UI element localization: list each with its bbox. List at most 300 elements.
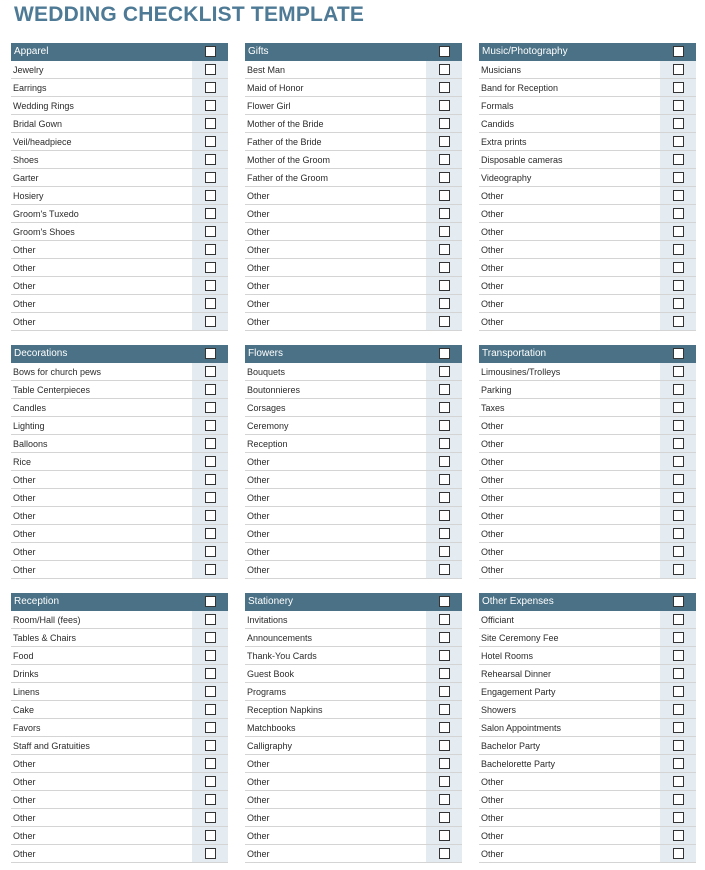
- checklist-row: [245, 611, 462, 629]
- item-label: Other: [481, 848, 504, 859]
- item-checkbox[interactable]: [439, 384, 450, 395]
- checklist-row: [245, 647, 462, 665]
- item-checkbox[interactable]: [673, 830, 684, 841]
- item-label: Other: [13, 528, 36, 539]
- section-checkbox[interactable]: [439, 348, 450, 359]
- item-checkbox[interactable]: [439, 244, 450, 255]
- item-label: Other: [13, 848, 36, 859]
- checklist-row: [245, 827, 462, 845]
- checklist-row: [11, 61, 228, 79]
- item-label: Taxes: [481, 402, 505, 413]
- section-checkbox[interactable]: [439, 596, 450, 607]
- section-music-photography: [479, 43, 696, 331]
- item-checkbox[interactable]: [439, 758, 450, 769]
- checklist-row: [11, 683, 228, 701]
- checklist-row: [11, 381, 228, 399]
- item-checkbox[interactable]: [205, 316, 216, 327]
- item-checkbox[interactable]: [673, 564, 684, 575]
- checklist-row: [479, 97, 696, 115]
- item-checkbox[interactable]: [205, 118, 216, 129]
- item-label: Salon Appointments: [481, 722, 562, 733]
- item-checkbox[interactable]: [673, 704, 684, 715]
- item-checkbox[interactable]: [673, 366, 684, 377]
- item-label: Showers: [481, 704, 517, 715]
- checklist-row: [11, 701, 228, 719]
- section-checkbox[interactable]: [673, 348, 684, 359]
- item-label: Other: [247, 298, 270, 309]
- item-checkbox[interactable]: [439, 632, 450, 643]
- checklist-row: [11, 241, 228, 259]
- item-label: Other: [247, 244, 270, 255]
- checklist-row: [11, 827, 228, 845]
- section-title: Gifts: [248, 46, 269, 57]
- item-label: Reception: [247, 438, 288, 449]
- item-label: Extra prints: [481, 136, 527, 147]
- item-label: Mother of the Groom: [247, 154, 331, 165]
- item-checkbox[interactable]: [673, 402, 684, 413]
- section-header: [479, 345, 696, 363]
- item-checkbox[interactable]: [673, 528, 684, 539]
- checklist-row: [11, 313, 228, 331]
- item-checkbox[interactable]: [673, 262, 684, 273]
- item-label: Other: [247, 280, 270, 291]
- section-header: [11, 593, 228, 611]
- item-checkbox[interactable]: [673, 492, 684, 503]
- checklist-row: [245, 313, 462, 331]
- item-label: Other: [481, 546, 504, 557]
- item-label: Other: [247, 794, 270, 805]
- item-label: Other: [13, 546, 36, 557]
- checklist-row: [479, 737, 696, 755]
- item-checkbox[interactable]: [205, 776, 216, 787]
- checklist-row: [11, 151, 228, 169]
- item-label: Other: [247, 190, 270, 201]
- checklist-row: [479, 241, 696, 259]
- item-checkbox[interactable]: [673, 82, 684, 93]
- item-checkbox[interactable]: [205, 794, 216, 805]
- item-checkbox[interactable]: [205, 136, 216, 147]
- item-checkbox[interactable]: [673, 632, 684, 643]
- item-checkbox[interactable]: [673, 510, 684, 521]
- item-checkbox[interactable]: [673, 740, 684, 751]
- item-checkbox[interactable]: [439, 686, 450, 697]
- item-checkbox[interactable]: [205, 172, 216, 183]
- item-checkbox[interactable]: [673, 244, 684, 255]
- checklist-row: [479, 845, 696, 863]
- item-checkbox[interactable]: [439, 118, 450, 129]
- item-checkbox[interactable]: [205, 244, 216, 255]
- checklist-row: [479, 399, 696, 417]
- item-label: Musicians: [481, 64, 522, 75]
- checklist-row: [245, 187, 462, 205]
- item-checkbox[interactable]: [439, 82, 450, 93]
- item-label: Wedding Rings: [13, 100, 74, 111]
- item-checkbox[interactable]: [673, 316, 684, 327]
- checklist-row: [479, 507, 696, 525]
- item-checkbox[interactable]: [439, 776, 450, 787]
- item-checkbox[interactable]: [673, 794, 684, 805]
- item-checkbox[interactable]: [205, 226, 216, 237]
- checklist-row: [479, 169, 696, 187]
- checklist-row: [245, 79, 462, 97]
- section-checkbox[interactable]: [205, 348, 216, 359]
- item-label: Candids: [481, 118, 515, 129]
- item-label: Other: [247, 456, 270, 467]
- section-transportation: [479, 345, 696, 579]
- item-label: Other: [247, 316, 270, 327]
- item-label: Other: [13, 510, 36, 521]
- item-label: Other: [13, 794, 36, 805]
- item-checkbox[interactable]: [205, 528, 216, 539]
- item-checkbox[interactable]: [439, 100, 450, 111]
- checklist-row: [245, 737, 462, 755]
- item-checkbox[interactable]: [673, 758, 684, 769]
- section-header: [479, 43, 696, 61]
- checklist-row: [479, 701, 696, 719]
- item-label: Formals: [481, 100, 514, 111]
- checklist-row: [479, 827, 696, 845]
- item-checkbox[interactable]: [205, 82, 216, 93]
- item-checkbox[interactable]: [205, 262, 216, 273]
- checklist-row: [479, 363, 696, 381]
- item-checkbox[interactable]: [439, 740, 450, 751]
- checklist-row: [245, 277, 462, 295]
- item-checkbox[interactable]: [439, 190, 450, 201]
- item-label: Hosiery: [13, 190, 44, 201]
- checklist-row: [11, 133, 228, 151]
- checklist-row: [479, 809, 696, 827]
- item-checkbox[interactable]: [205, 100, 216, 111]
- item-label: Bachelorette Party: [481, 758, 556, 769]
- item-checkbox[interactable]: [205, 812, 216, 823]
- item-checkbox[interactable]: [673, 668, 684, 679]
- section-title: Music/Photography: [482, 46, 568, 57]
- checklist-row: [479, 471, 696, 489]
- checklist-row: [11, 737, 228, 755]
- item-label: Disposable cameras: [481, 154, 563, 165]
- section-title: Apparel: [14, 46, 49, 57]
- section-checkbox[interactable]: [673, 46, 684, 57]
- item-checkbox[interactable]: [673, 546, 684, 557]
- item-checkbox[interactable]: [439, 298, 450, 309]
- item-label: Other: [13, 244, 36, 255]
- item-checkbox[interactable]: [673, 172, 684, 183]
- checklist-row: [479, 381, 696, 399]
- item-checkbox[interactable]: [673, 686, 684, 697]
- item-label: Other: [481, 564, 504, 575]
- item-label: Linens: [13, 686, 40, 697]
- item-label: Garter: [13, 172, 39, 183]
- item-checkbox[interactable]: [205, 740, 216, 751]
- item-checkbox[interactable]: [205, 686, 216, 697]
- item-label: Other: [481, 226, 504, 237]
- item-checkbox[interactable]: [673, 474, 684, 485]
- item-checkbox[interactable]: [439, 704, 450, 715]
- item-checkbox[interactable]: [439, 492, 450, 503]
- item-label: Site Ceremony Fee: [481, 632, 559, 643]
- item-checkbox[interactable]: [205, 420, 216, 431]
- item-label: Tables & Chairs: [13, 632, 77, 643]
- checklist-row: [245, 791, 462, 809]
- item-label: Favors: [13, 722, 41, 733]
- item-checkbox[interactable]: [673, 280, 684, 291]
- checklist-row: [479, 755, 696, 773]
- checklist-row: [11, 205, 228, 223]
- item-checkbox[interactable]: [205, 64, 216, 75]
- checklist-row: [11, 845, 228, 863]
- item-checkbox[interactable]: [673, 650, 684, 661]
- section-header: [245, 43, 462, 61]
- checklist-row: [11, 435, 228, 453]
- section-checkbox[interactable]: [439, 46, 450, 57]
- section-title: Other Expenses: [482, 596, 554, 607]
- item-checkbox[interactable]: [205, 546, 216, 557]
- item-checkbox[interactable]: [439, 226, 450, 237]
- checklist-row: [479, 187, 696, 205]
- item-checkbox[interactable]: [673, 136, 684, 147]
- item-checkbox[interactable]: [439, 848, 450, 859]
- item-checkbox[interactable]: [673, 456, 684, 467]
- page-title: WEDDING CHECKLIST TEMPLATE: [14, 3, 365, 26]
- item-checkbox[interactable]: [205, 722, 216, 733]
- checklist-row: [245, 701, 462, 719]
- item-label: Other: [247, 546, 270, 557]
- item-checkbox[interactable]: [205, 402, 216, 413]
- checklist-row: [479, 683, 696, 701]
- item-checkbox[interactable]: [439, 650, 450, 661]
- item-label: Ceremony: [247, 420, 289, 431]
- item-checkbox[interactable]: [439, 528, 450, 539]
- checklist-row: [479, 453, 696, 471]
- item-checkbox[interactable]: [205, 280, 216, 291]
- item-checkbox[interactable]: [439, 456, 450, 467]
- checklist-row: [245, 115, 462, 133]
- checklist-row: [245, 259, 462, 277]
- item-checkbox[interactable]: [673, 226, 684, 237]
- checklist-row: [245, 453, 462, 471]
- item-checkbox[interactable]: [439, 564, 450, 575]
- item-checkbox[interactable]: [205, 438, 216, 449]
- item-checkbox[interactable]: [205, 668, 216, 679]
- item-checkbox[interactable]: [439, 546, 450, 557]
- checklist-row: [479, 791, 696, 809]
- item-checkbox[interactable]: [673, 298, 684, 309]
- item-checkbox[interactable]: [439, 280, 450, 291]
- item-checkbox[interactable]: [205, 758, 216, 769]
- checklist-row: [11, 507, 228, 525]
- checklist-row: [245, 241, 462, 259]
- item-label: Other: [13, 492, 36, 503]
- item-checkbox[interactable]: [205, 830, 216, 841]
- item-checkbox[interactable]: [673, 420, 684, 431]
- item-checkbox[interactable]: [439, 722, 450, 733]
- item-label: Other: [247, 776, 270, 787]
- section-apparel: [11, 43, 228, 331]
- item-checkbox[interactable]: [205, 614, 216, 625]
- checklist-row: [245, 381, 462, 399]
- item-label: Other: [247, 208, 270, 219]
- checklist-row: [11, 169, 228, 187]
- item-checkbox[interactable]: [439, 420, 450, 431]
- item-checkbox[interactable]: [205, 190, 216, 201]
- item-checkbox[interactable]: [205, 632, 216, 643]
- item-checkbox[interactable]: [205, 298, 216, 309]
- item-checkbox[interactable]: [439, 136, 450, 147]
- item-label: Other: [481, 280, 504, 291]
- item-checkbox[interactable]: [673, 848, 684, 859]
- item-label: Officiant: [481, 614, 514, 625]
- item-checkbox[interactable]: [439, 154, 450, 165]
- item-label: Other: [247, 830, 270, 841]
- item-label: Bows for church pews: [13, 366, 102, 377]
- checklist-row: [11, 399, 228, 417]
- item-checkbox[interactable]: [439, 172, 450, 183]
- item-label: Rice: [13, 456, 32, 467]
- checklist-row: [479, 435, 696, 453]
- item-checkbox[interactable]: [205, 492, 216, 503]
- checklist-row: [245, 543, 462, 561]
- checklist-row: [479, 665, 696, 683]
- checklist-row: [479, 561, 696, 579]
- item-label: Corsages: [247, 402, 286, 413]
- item-checkbox[interactable]: [439, 614, 450, 625]
- checklist-row: [479, 719, 696, 737]
- item-checkbox[interactable]: [439, 402, 450, 413]
- checklist-row: [11, 453, 228, 471]
- item-checkbox[interactable]: [205, 650, 216, 661]
- item-checkbox[interactable]: [439, 366, 450, 377]
- checklist-row: [11, 79, 228, 97]
- item-checkbox[interactable]: [673, 776, 684, 787]
- item-label: Other: [13, 280, 36, 291]
- section-checkbox[interactable]: [205, 46, 216, 57]
- item-label: Other: [481, 830, 504, 841]
- item-checkbox[interactable]: [673, 208, 684, 219]
- item-checkbox[interactable]: [673, 100, 684, 111]
- item-label: Other: [481, 492, 504, 503]
- item-label: Best Man: [247, 64, 286, 75]
- section-checkbox[interactable]: [205, 596, 216, 607]
- item-checkbox[interactable]: [439, 474, 450, 485]
- item-checkbox[interactable]: [439, 64, 450, 75]
- item-checkbox[interactable]: [205, 456, 216, 467]
- section-other-expenses: [479, 593, 696, 863]
- checklist-row: [11, 259, 228, 277]
- checklist-row: [11, 97, 228, 115]
- item-checkbox[interactable]: [673, 154, 684, 165]
- item-label: Other: [13, 758, 36, 769]
- item-label: Guest Book: [247, 668, 295, 679]
- checklist-row: [245, 223, 462, 241]
- item-label: Other: [13, 564, 36, 575]
- checklist-row: [479, 61, 696, 79]
- item-checkbox[interactable]: [439, 830, 450, 841]
- section-checkbox[interactable]: [673, 596, 684, 607]
- item-checkbox[interactable]: [439, 510, 450, 521]
- item-label: Cake: [13, 704, 35, 715]
- section-title: Stationery: [248, 596, 294, 607]
- item-label: Other: [481, 298, 504, 309]
- item-label: Other: [481, 794, 504, 805]
- checklist-row: [479, 295, 696, 313]
- item-checkbox[interactable]: [439, 812, 450, 823]
- item-label: Earrings: [13, 82, 47, 93]
- item-checkbox[interactable]: [673, 438, 684, 449]
- item-label: Bachelor Party: [481, 740, 541, 751]
- checklist-row: [11, 629, 228, 647]
- item-label: Other: [481, 528, 504, 539]
- item-label: Announcements: [247, 632, 313, 643]
- checklist-row: [245, 773, 462, 791]
- item-checkbox[interactable]: [673, 722, 684, 733]
- item-checkbox[interactable]: [673, 64, 684, 75]
- item-checkbox[interactable]: [205, 474, 216, 485]
- item-checkbox[interactable]: [439, 438, 450, 449]
- item-checkbox[interactable]: [673, 190, 684, 201]
- item-label: Other: [13, 812, 36, 823]
- checklist-row: [245, 629, 462, 647]
- item-checkbox[interactable]: [205, 208, 216, 219]
- item-label: Thank-You Cards: [247, 650, 317, 661]
- item-checkbox[interactable]: [673, 614, 684, 625]
- checklist-row: [11, 417, 228, 435]
- checklist-row: [11, 719, 228, 737]
- checklist-row: [11, 223, 228, 241]
- section-gifts: [245, 43, 462, 331]
- item-checkbox[interactable]: [205, 564, 216, 575]
- section-reception: [11, 593, 228, 863]
- checklist-row: [245, 417, 462, 435]
- checklist-row: [245, 97, 462, 115]
- item-label: Other: [481, 438, 504, 449]
- item-checkbox[interactable]: [439, 668, 450, 679]
- item-label: Father of the Groom: [247, 172, 329, 183]
- item-checkbox[interactable]: [439, 316, 450, 327]
- section-stationery: [245, 593, 462, 863]
- item-checkbox[interactable]: [205, 154, 216, 165]
- checklist-row: [479, 417, 696, 435]
- item-checkbox[interactable]: [205, 366, 216, 377]
- checklist-row: [11, 489, 228, 507]
- item-checkbox[interactable]: [439, 208, 450, 219]
- checklist-row: [11, 187, 228, 205]
- item-label: Other: [13, 298, 36, 309]
- item-checkbox[interactable]: [673, 812, 684, 823]
- item-checkbox[interactable]: [205, 848, 216, 859]
- item-label: Maid of Honor: [247, 82, 304, 93]
- section-title: Flowers: [248, 348, 284, 359]
- item-checkbox[interactable]: [439, 794, 450, 805]
- checklist-row: [479, 629, 696, 647]
- checklist-row: [11, 543, 228, 561]
- item-label: Other: [13, 830, 36, 841]
- item-checkbox[interactable]: [439, 262, 450, 273]
- item-checkbox[interactable]: [205, 384, 216, 395]
- item-checkbox[interactable]: [205, 704, 216, 715]
- item-checkbox[interactable]: [673, 384, 684, 395]
- item-label: Mother of the Bride: [247, 118, 324, 129]
- item-checkbox[interactable]: [673, 118, 684, 129]
- item-label: Programs: [247, 686, 287, 697]
- checklist-row: [245, 809, 462, 827]
- checklist-row: [245, 489, 462, 507]
- checklist-row: [479, 525, 696, 543]
- checklist-row: [479, 151, 696, 169]
- checklist-row: [11, 525, 228, 543]
- item-label: Videography: [481, 172, 532, 183]
- checklist-row: [245, 151, 462, 169]
- item-checkbox[interactable]: [205, 510, 216, 521]
